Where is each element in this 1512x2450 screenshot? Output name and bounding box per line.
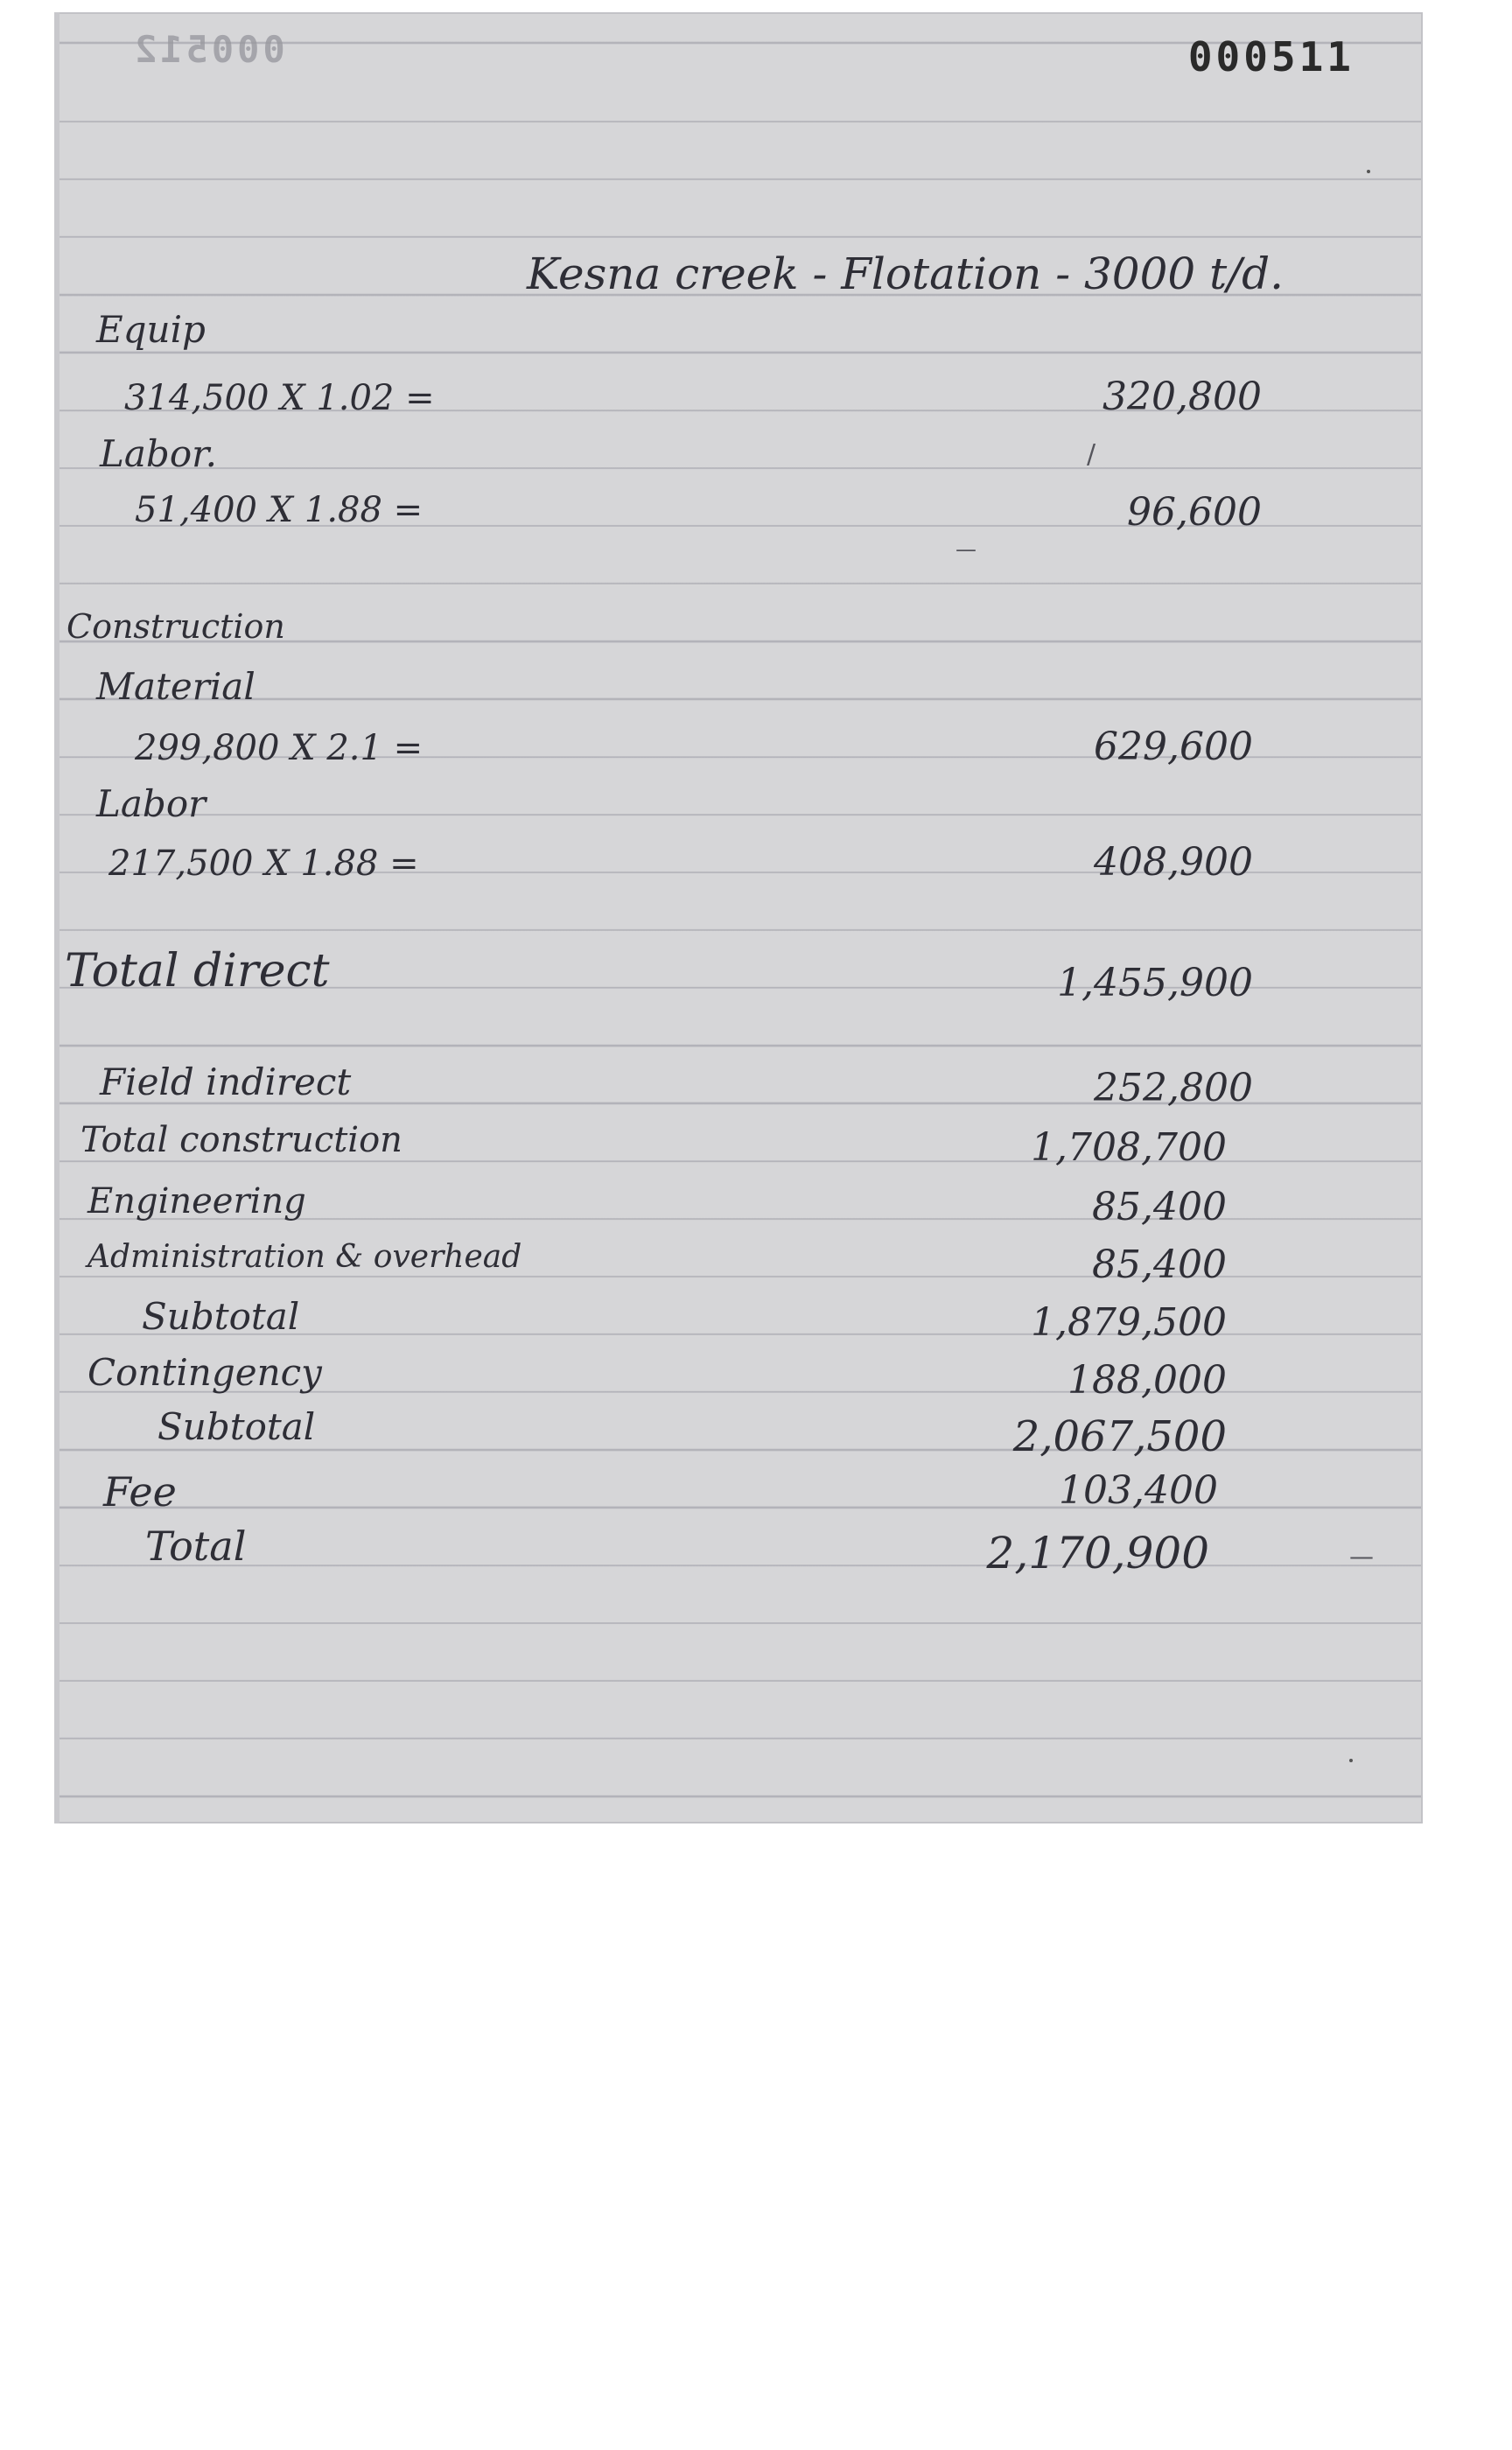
- document-page: [54, 12, 1423, 1824]
- margin-dash: —: [1349, 1542, 1374, 1571]
- administration-overhead-label: Administration & overhead: [88, 1239, 522, 1275]
- page-number-stamp: 000511: [1187, 33, 1354, 80]
- total-construction-label: Total construction: [80, 1120, 402, 1160]
- subtotal-after-contingency-value: 2,067,500: [1012, 1412, 1227, 1461]
- material-label: Material: [96, 665, 256, 708]
- subtotal-label: Subtotal: [142, 1295, 300, 1338]
- field-indirect-label: Field indirect: [100, 1060, 352, 1103]
- labor-value: 96,600: [1127, 490, 1262, 535]
- dash-mark: —: [956, 537, 976, 562]
- contingency-label: Contingency: [88, 1351, 322, 1394]
- equip-label: Equip: [96, 308, 206, 351]
- contingency-value: 188,000: [1068, 1358, 1227, 1403]
- construction-labor-value: 408,900: [1094, 840, 1253, 885]
- total-direct-label: Total direct: [65, 945, 330, 998]
- fee-value: 103,400: [1059, 1468, 1218, 1513]
- document-title: Kesna creek - Flotation - 3000 t/d.: [527, 248, 1284, 299]
- speck: [1349, 1759, 1353, 1762]
- labor-label: Labor.: [100, 432, 217, 475]
- engineering-label: Engineering: [88, 1181, 306, 1222]
- engineering-value: 85,400: [1092, 1185, 1227, 1229]
- subtotal-value: 1,879,500: [1031, 1300, 1227, 1345]
- total-label: Total: [145, 1522, 247, 1570]
- total-construction-value: 1,708,700: [1031, 1125, 1227, 1170]
- administration-overhead-value: 85,400: [1092, 1242, 1227, 1287]
- subtotal-after-contingency-label: Subtotal: [158, 1405, 316, 1448]
- equip-calculation: 314,500 X 1.02 =: [124, 378, 435, 418]
- tick-mark: /: [1087, 439, 1096, 470]
- total-value: 2,170,900: [986, 1528, 1209, 1578]
- construction-label: Construction: [66, 607, 285, 646]
- material-calculation: 299,800 X 2.1 =: [135, 728, 424, 768]
- equip-value: 320,800: [1102, 374, 1262, 419]
- field-indirect-value: 252,800: [1094, 1066, 1253, 1110]
- bleed-through-page-number: 000512: [131, 28, 285, 71]
- material-value: 629,600: [1094, 724, 1253, 769]
- construction-labor-calculation: 217,500 X 1.88 =: [108, 844, 419, 884]
- fee-label: Fee: [103, 1468, 177, 1516]
- labor-calculation: 51,400 X 1.88 =: [135, 490, 424, 530]
- speck: [1367, 170, 1370, 173]
- total-direct-value: 1,455,900: [1057, 961, 1253, 1005]
- construction-labor-label: Labor: [96, 782, 206, 825]
- page-edge: [54, 12, 60, 1824]
